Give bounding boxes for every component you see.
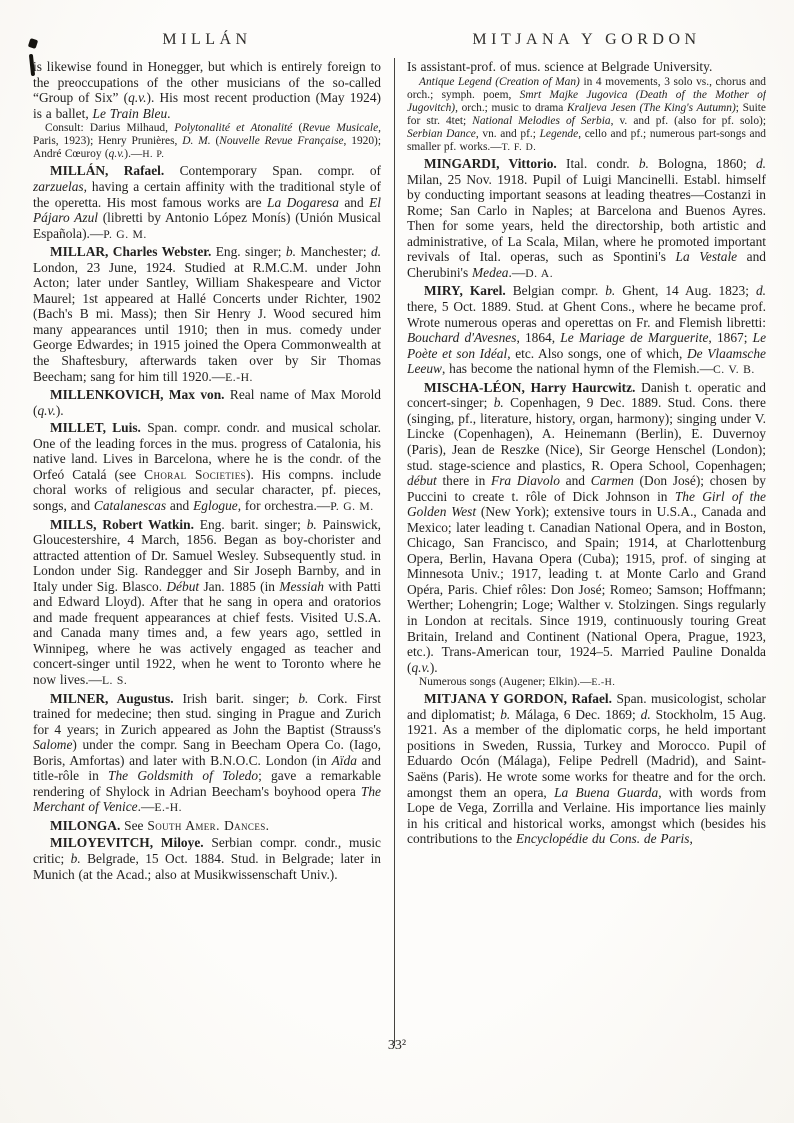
text-segment: b. [306,516,317,532]
text-segment: ). [55,402,64,418]
text-segment: La Dogaresa [267,194,339,210]
text-segment: début [407,473,437,489]
text-segment: b. [70,850,81,866]
text-segment: Eng. singer; [211,244,286,260]
text-segment: H. P. [142,149,165,161]
entry-mischa-leon [407,380,766,675]
text-segment: Fra Diavolo [491,473,560,489]
text-segment: q.v. [128,90,147,106]
text-segment: Smrt Majke Jugovica (Death of the Mother of Jugovitch) [407,88,766,114]
text-segment: .— [137,799,155,815]
entry-mitjana-y-gordon [407,691,766,846]
text-segment: , for orchestra.— [237,497,331,513]
text-segment: La Vestale [675,249,738,265]
text-segment: d. [755,283,766,299]
text-segment: Consult: Darius Milhaud, [45,122,175,135]
text-segment: Jan. 1885 (in [199,578,280,594]
text-segment: Real name of Max Morold ( [33,387,381,418]
right-column [407,59,766,1049]
entry-miloyevitch [33,835,381,882]
text-segment: The Girl of the Golden West [407,488,766,520]
text-segment: Nouvelle Revue Française [219,135,344,148]
text-segment: and Cherubini's [407,249,766,280]
text-segment: ( [210,135,220,148]
text-segment: Numerous songs (Augener; Elkin).— [419,676,592,689]
text-segment: Serbian Dance [407,127,476,140]
text-segment: , [689,831,693,847]
text-segment: Span. musicologist, scholar and diplomatist; [407,691,766,722]
text-segment: ). His compns. include choral works of religious and secular character, pf. pieces, songs, and [33,466,381,513]
text-segment: , cello and pf.; numerous part-songs and smaller pf. works.— [407,127,766,154]
text-segment: . [265,817,269,833]
text-segment: Eglogue [193,497,238,513]
text-segment: Stockholm, 15 Aug. 1921. As a member of the diplomatic corps, he held important positions in Sweden, Russia, Turkey and Morocco. Pupil of Eduardo Ocón (Málaga), Felipe Pedrell (Madrid), and Saint-Saëns (Paris). He wrote some works for theatre and for the orch. amongst them an opera, [407,706,766,800]
text-segment: Encyclopédie du Cons. de Paris [516,831,690,847]
text-segment: The Merchant of Venice [33,783,381,815]
text-segment: in 4 movements, 3 solo vs., chorus and orch.; symph. poem, [407,75,766,101]
text-segment: ). [429,659,438,675]
text-segment: Carmen [590,473,634,489]
text-segment: Serbian compr. condr., music critic; [33,835,381,866]
text-segment: Bouchard d'Avesnes [407,330,517,346]
text-segment: See [120,817,148,833]
page-number: 33² [387,1038,407,1053]
text-segment: E.-H. [154,801,183,815]
text-segment: Le Train Bleu [92,105,168,121]
text-segment: b. [605,283,616,299]
entry-headword: MILLET, Luis. [50,420,141,436]
text-segment: , etc. Also songs, one of which, [507,345,687,361]
text-segment: Ital. condr. [556,156,639,172]
text-segment: Painswick, Gloucestershire, 4 March, 1856. Began as boy-chorister and attracted attention of Dr. Samuel Wesley. Subsequently stud. in London under Sig. Randegger and Sir Joseph Barnby, and in Italy under Sig. Blasco. [33,516,381,594]
entry-headword: MITJANA Y GORDON, Rafael. [424,691,612,707]
text-segment: Antique Legend (Creation of Man) [419,75,580,88]
text-segment: is likewise found in Honegger, but which is entirely foreign to the preoccupations of the other musicians of the so-called “Group of Six” ( [33,59,381,106]
entry-headword: MISCHA-LÉON, Harry Haurcwitz. [424,379,636,395]
milhaud-continuation [33,59,381,121]
text-segment: b. [298,690,309,706]
entry-headword: MINGARDI, Vittorio. [424,156,557,172]
text-segment: , orch.; music to drama [455,101,568,114]
text-segment: Manchester; [295,244,371,260]
text-segment: De Vlaamsche Leeuw [407,345,766,377]
entry-headword: MILLS, Robert Watkin. [50,516,194,532]
text-segment: ) under the compr. Sang in Beecham Opera Co. (Iago, Boris, Amfortas) and later with B.N.O.C. London (in [33,737,381,768]
column-divider [394,58,395,1046]
text-segment: and title-rôle in [33,752,381,784]
text-segment: Aïda [331,752,357,768]
text-segment: and [166,497,194,513]
text-segment: The Goldsmith of Toledo [108,768,259,784]
text-segment: b. [285,244,296,260]
miloyevitch-works [407,76,766,155]
text-segment: E.-H. [591,677,616,689]
text-segment: Kraljeva Jesen (The King's Autumn) [567,101,736,114]
text-segment: Belgian compr. [505,283,606,299]
entry-milner [33,691,381,816]
text-segment: (New York); extensive tours in U.S.A., Canada and Mexico; later leading t. Canadian National Opera, and in Boston, Chicago, San Francisco, and Spain; 1914, at Charlottenburg Opera, Berlin, Havana Opera (Cuba); 1915, prof. of singing at Minnesota Univ.; 1917, leading t. at Monte Carlo and Grand Opéra, Paris. Chief rôles: Don José; Romeo; Samson; Hoffmann; Werther; Lohengrin; Loge; Walther v. Stolzingen. Sings regularly in London at recitals. Since 1919, continuously touring Great Britain, Ireland and Continent (National Opera, Prague, 1923, etc.). Trans-American tour, 1924–5. Married Pauline Donalda ( [407,504,766,675]
text-segment: South Amer. Dances [147,817,266,833]
text-segment: Málaga, 6 Dec. 1869; [510,706,641,722]
text-segment: , having a certain affinity with the traditional style of the operetta. His most famous works are [33,179,381,210]
text-segment: Is assistant-prof. of mus. science at Belgrade University. [407,59,713,74]
text-segment: Eng. barit. singer; [193,516,307,532]
text-segment: , 1867; [708,330,753,346]
text-segment: , has become the national hymn of the Flemish.— [441,361,713,377]
text-segment: there, 5 Oct. 1889. Stud. at Ghent Cons., where he became prof. Wrote numerous operas and operettas on Fr. and Flemish libretti: [407,299,766,330]
entry-millenkovich [33,387,381,418]
running-head-left: MILLÁN [162,31,252,48]
text-segment: ; gave a remarkable rendering of Shylock in Adrian Beecham's boyhood opera [33,768,381,799]
text-segment: El Pájaro Azul [33,194,381,226]
text-segment: Ghent, 14 Aug. 1823; [615,283,756,299]
entry-millan [33,163,381,242]
text-segment: National Melodies of Serbia [472,114,611,127]
entry-miry [407,283,766,377]
entry-mills [33,517,381,689]
text-segment: Revue Musicale [302,122,379,135]
text-segment: Bologna, 1860; [648,156,756,172]
text-segment: and [559,473,591,489]
text-segment: . [167,105,171,121]
text-segment: (Don José); chosen by Puccini to create t. rôle of Dick Johnson in [407,473,766,504]
text-segment: , with words from Lope de Vega, Zorrilla and Verlaine. His importance lies mainly in his critical and historical works, amongst which (besides his contributions to the [407,784,766,847]
text-segment: b. [638,156,649,172]
text-segment: D. A. [525,266,554,280]
text-segment: Le Poète et son Idéal [407,330,766,361]
text-segment: Belgrade, 15 Oct. 1884. Stud. in Belgrade; later in Munich (at the Acad.; also at Musikwissenschaft Univ.). [33,850,381,882]
running-head-right: MITJANA Y GORDON [472,31,701,48]
entry-headword: MILONGA. [50,817,121,833]
entry-headword: MILNER, Augustus. [50,690,174,706]
entry-headword: MILLÁN, Rafael. [50,163,165,179]
text-segment: , Paris, 1923); Henry Prunières, [33,122,381,148]
text-segment: Catalanescas [93,497,167,513]
text-segment: Salome [33,737,73,753]
text-segment: (libretti by Antonio López Monís) (Unión Musical Española).— [33,210,381,241]
text-segment: ; Suite for str. 4tet; [407,101,766,127]
text-segment: Legende [539,127,579,140]
text-segment: Span. compr. condr. and musical scholar. One of the leading forces in the mus. progress of Catalonia, his native land. Lives in Barcelona, where he is the condr. of the Orfeó Catalá (see [33,420,381,482]
text-segment: D. M. [182,135,211,148]
text-segment: q.v. [108,148,125,161]
entry-millet [33,420,381,514]
left-column [33,59,381,1049]
text-segment: ).— [124,148,143,161]
entry-millar [33,244,381,385]
text-segment: L. S. [101,673,128,687]
text-segment: Choral Societies [144,466,247,482]
entry-milonga [33,818,381,834]
text-segment: London, 23 June, 1924. Studied at R.M.C.M. under John Acton; later under Santley, William Shakespeare and Victor Maurel; 1st appeared at Hallé Concerts under Richter, 1902 (Bach's B mi. Mass); then Sir Henry J. Wood secured him many appearances until 1910; then in mus. comedy under George Edwardes; in 1915 joined the Opera Commonwealth at the Shaftesbury, afterwards taken over by Sir Thomas Beecham; sang for him till 1920.— [33,259,381,384]
text-segment: Le Mariage de Marguerite [560,330,709,346]
text-segment: P. G. M. [103,227,147,241]
text-segment: , v. and pf. (also for pf. solo); [610,114,766,127]
text-segment: C. V. B. [712,363,755,377]
text-segment: Danish t. operatic and concert-singer; [407,379,766,411]
text-segment: and [338,194,370,210]
entry-headword: MILOYEVITCH, Miloye. [50,835,204,851]
text-segment: Medea [472,264,509,280]
text-segment: d. [370,244,381,260]
text-segment: La Buena Guarda [554,784,659,800]
text-segment: Copenhagen, 9 Dec. 1889. Stud. Cons. there (singing, pf., literature, history, organ, harmony); singing under V. Lincke (Copenhagen), A. Heinemann (Berlin), E. Duvernoy (Paris), Jean de Reszke (Nice), Sir George Henschel (London); stud. stage-science and plastics, R. Opera School, Copenhagen; [407,395,766,473]
text-segment: Début [166,578,200,594]
text-segment: Messiah [279,578,324,594]
text-segment: , vn. and pf.; [475,127,540,140]
text-segment: T. F. D. [501,142,537,154]
text-segment: E.-H. [225,370,253,384]
miloyevitch-continuation [407,59,766,75]
text-segment: Cork. First trained for medecine; then stud. singing in Prague and Zurich for 4 years; in Zurich appeared as John the Baptist (Strauss's [33,690,381,737]
text-segment: q.v. [411,659,430,675]
entry-headword: MILLAR, Charles Webster. [50,244,212,260]
text-segment: , 1920); André Cœuroy ( [33,135,381,161]
text-segment: zarzuelas [33,179,84,195]
entry-mingardi [407,156,766,281]
text-segment: Contemporary Span. compr. of [164,163,381,179]
text-segment: d. [640,706,651,722]
entry-headword: MILLENKOVICH, Max von. [50,387,225,403]
text-segment: .— [508,264,526,280]
text-segment: , 1864, [516,330,561,346]
text-segment: b. [500,706,511,722]
text-segment: b. [493,395,504,411]
mischa-leon-works [407,676,766,689]
text-segment: q.v. [37,402,56,418]
text-segment: d. [755,156,766,172]
text-segment: Milan, 25 Nov. 1918. Pupil of Luigi Mancinelli. Establ. himself by conducting important seasons at leading theatres—Costanzi in Rome; San Carlo in Naples; at Barcelona and Buenos Ayres. Then for some years, held the directorship, both artistic and administrative, of La Scala, Milan, where he promoted important revivals of Ital. operas, such as Spontini's [407,171,766,265]
consult-note [33,122,381,161]
text-segment: there in [436,473,492,489]
entry-headword: MIRY, Karel. [424,283,506,299]
text-segment: ( [292,122,303,135]
text-segment: Polytonalité et Atonalité [174,122,293,135]
text-segment: with Patti and Edward Lloyd). After that he sang in opera and oratorios and made frequent appearances at chief fests. Visited U.S.A. and Canada many times and, a few years ago, settled in Winnipeg, where he was actively engaged as teacher and concert-singer until 1922, when he went to Toronto where he now lives.— [33,578,381,687]
text-segment: ). His most recent production (May 1924) is a ballet, [33,90,381,121]
text-segment: Irish barit. singer; [173,690,299,706]
text-segment: P. G. M. [330,499,374,513]
